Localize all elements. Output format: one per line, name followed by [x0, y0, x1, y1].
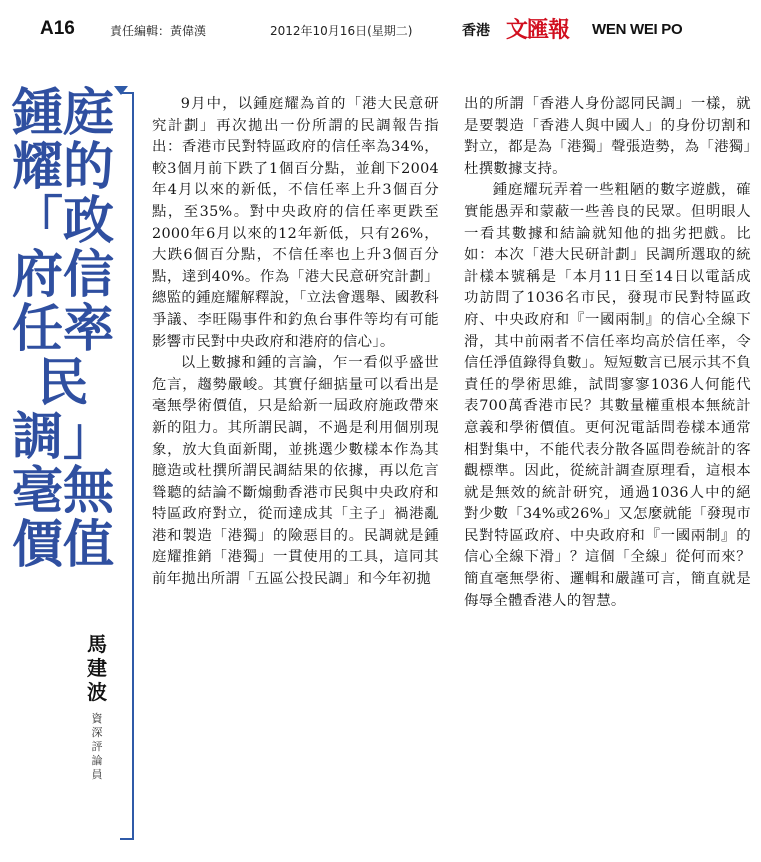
page-header — [0, 0, 761, 52]
publication-date: 2012年10月16日(星期二) — [270, 24, 413, 38]
paragraph-continued: 出的所謂「香港人身份認同民調」一樣，就是要製造「香港人與中國人」的身份切割和對立，都是為「港獨」聲張造勢，為「港獨」杜撰數據支持。 — [464, 96, 751, 177]
headline — [8, 83, 118, 575]
article-column-1 — [152, 94, 439, 591]
headline-bracket — [120, 92, 134, 840]
editor-credit: 責任編輯：黃偉漢 — [110, 24, 207, 38]
page-number: A16 — [40, 18, 75, 39]
headline-line-2: 毫無價值 — [11, 461, 114, 575]
headline-line-1: 鍾庭耀的「政府信任率民調」 — [11, 83, 114, 467]
paragraph: 以上數據和鍾的言論，乍一看似乎盛世危言，趨勢嚴峻。其實仔細掂量可以看出是毫無學術價值，只是給新一屆政府施政帶來新的阻力。其所謂民調，不過是利用個別現象，放大負面新聞，並挑選少數樣本作為其臆造或杜撰所謂民調結果的依據，再以危言聳聽的結論不斷煽動香港市民與中央政府和特區政府對立，從而達成其「主子」禍港亂港和製造「港獨」的險惡目的。民調就是鍾庭耀推銷「港獨」一貫使用的工具，這同其前年拋出所謂「五區公投民調」和今年初拋 — [152, 355, 439, 588]
author-byline — [84, 632, 110, 782]
author-name: 馬建波 — [87, 632, 107, 704]
article-column-2 — [464, 94, 751, 612]
masthead-logo: 文匯報 — [506, 17, 570, 43]
masthead-prefix: 香港 — [462, 23, 490, 39]
paragraph: 鍾庭耀玩弄着一些粗陋的數字遊戲，確實能愚弄和蒙蔽一些善良的民眾。但明眼人一看其數據和結論就知他的拙劣把戲。比如：本次「港大民研計劃」民調所選取的統計樣本號稱是「本月11日至14日以電話成功訪問了1036名市民，發現市民對特區政府、中央政府和『一國兩制』的信心全線下滑，其中前兩者不信任率均高於信任率，令信任淨值錄得負數」。短短數言已展示其不負責任的學術思維，試問寥寥1036人何能代表700萬香港市民？其數量權重根本無統計意義和學術價值。更何況電話問卷樣本通常相對集中，不能代表分散各區問卷統計的客觀標準。因此，從統計調查原理看，這根本就是無效的統計研究，通過1036人中的絕對少數「34%或26%」又怎麼就能「發現市民對特區政府、中央政府和『一國兩制』的信心全線下滑」？這個「全線」從何而來？簡直毫無學術、邏輯和嚴謹可言，簡直就是侮辱全體香港人的智慧。 — [464, 182, 751, 609]
author-role: 資深評論員 — [91, 712, 103, 781]
masthead-english: WEN WEI PO — [592, 21, 683, 38]
paragraph: 9月中，以鍾庭耀為首的「港大民意研究計劃」再次拋出一份所謂的民調報告指出：香港市民對特區政府的信任率為34%，較3個月前下跌了1個百分點，並創下2004年4月以來的新低，不信任率上升3個百分點，至35%。對中央政府的信任率更跌至2000年6月以來的12年新低，只有26%，大跌6個百分點，不信任率也上升3個百分點，達到40%。作為「港大民意研究計劃」總監的鍾庭耀解釋說，「立法會選舉、國教科爭議、李旺陽事件和釣魚台事件等均有可能影響市民對中央政府和港府的信心」。 — [152, 96, 439, 350]
